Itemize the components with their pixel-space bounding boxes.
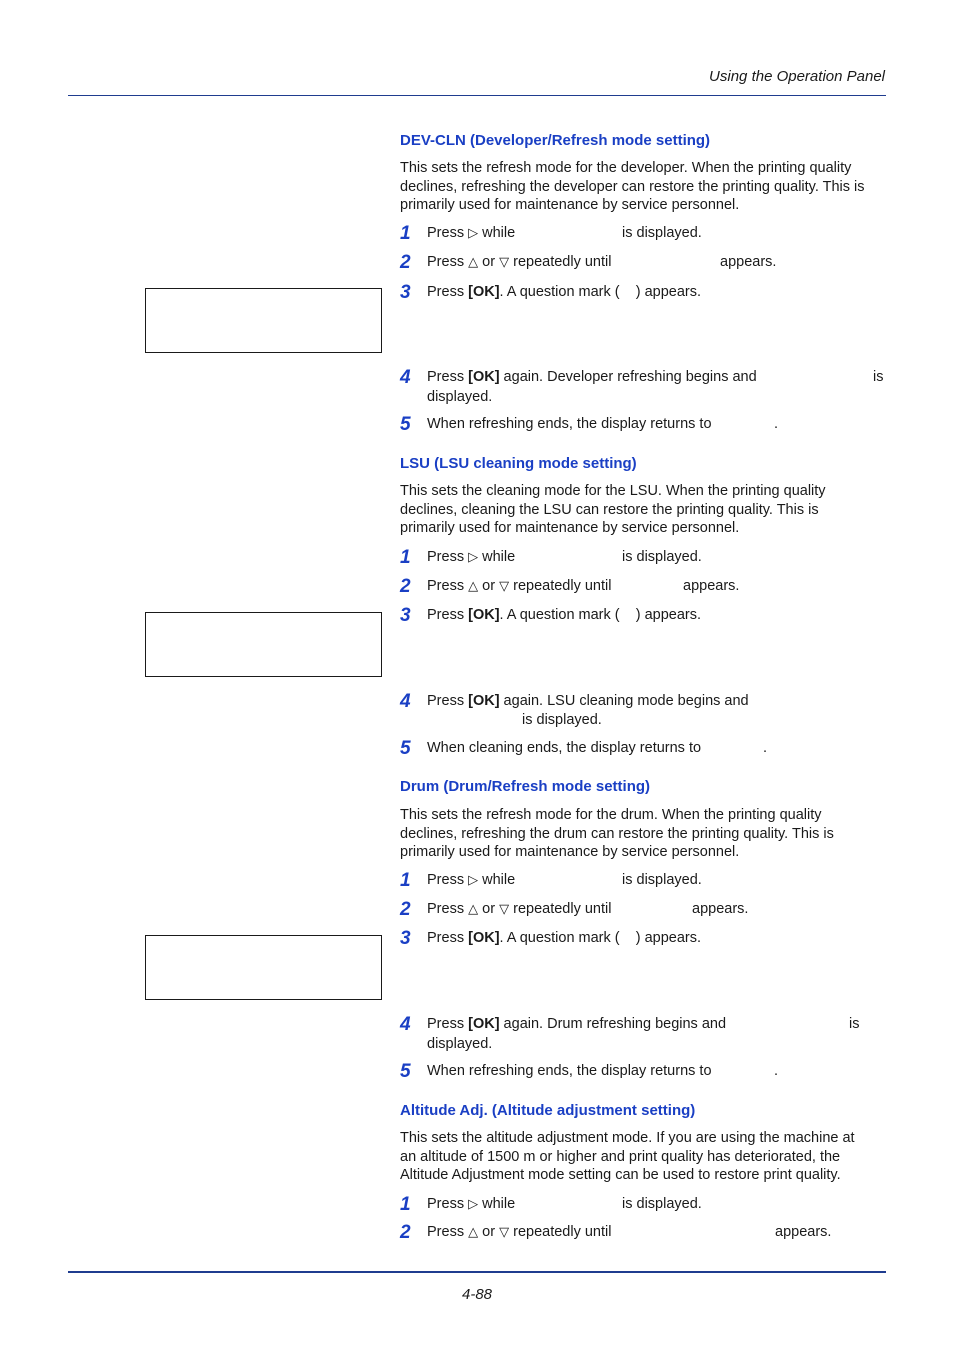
step-number: 5	[400, 738, 411, 759]
section-heading-lsu: LSU (LSU cleaning mode setting)	[400, 455, 637, 472]
down-arrow-icon: ▽	[499, 902, 510, 917]
up-arrow-icon: △	[468, 579, 479, 594]
step-number: 4	[400, 691, 411, 712]
ok-key: [OK]	[468, 693, 500, 709]
step-number: 4	[400, 367, 411, 388]
step-text: .	[774, 1063, 779, 1079]
description-line: primarily used for maintenance by service personnel.	[400, 520, 740, 536]
ok-key: [OK]	[468, 1016, 500, 1032]
section-heading-altitude: Altitude Adj. (Altitude adjustment setting)	[400, 1102, 696, 1119]
step-text: Press ▷ while	[427, 872, 516, 888]
step-number: 3	[400, 928, 411, 949]
step-number: 1	[400, 1194, 411, 1215]
right-arrow-icon: ▷	[468, 550, 479, 565]
step-text: is	[873, 369, 884, 385]
step-text: When refreshing ends, the display returns to	[427, 416, 712, 432]
step-number: 5	[400, 414, 411, 435]
step-text: appears.	[720, 254, 777, 270]
right-arrow-icon: ▷	[468, 1197, 479, 1212]
section-heading-devcln: DEV-CLN (Developer/Refresh mode setting)	[400, 132, 711, 149]
down-arrow-icon: ▽	[499, 579, 510, 594]
description-line: primarily used for maintenance by service personnel.	[400, 197, 740, 213]
step-text: Press △ or ▽ repeatedly until	[427, 1224, 612, 1240]
up-arrow-icon: △	[468, 902, 479, 917]
description-line: This sets the refresh mode for the drum. When the printing quality	[400, 807, 822, 823]
footer-rule	[68, 1271, 886, 1273]
step-number: 3	[400, 282, 411, 303]
step-number: 2	[400, 252, 411, 273]
message-display-panel	[145, 288, 382, 353]
step-text: displayed.	[427, 389, 493, 405]
description-line: This sets the altitude adjustment mode. If you are using the machine at	[400, 1130, 855, 1146]
step-text: Press △ or ▽ repeatedly until	[427, 578, 612, 594]
description-line: declines, refreshing the drum can restore the printing quality. This is	[400, 825, 834, 842]
section-description-lsu	[400, 482, 886, 538]
section-description-drum	[400, 806, 886, 862]
description-line: an altitude of 1500 m or higher and print quality has deteriorated, the	[400, 1148, 841, 1165]
step-text: is	[849, 1016, 860, 1032]
page-number: 4-88	[461, 1286, 493, 1303]
step-text: Press ▷ while	[427, 549, 516, 565]
step-number: 1	[400, 223, 411, 244]
step-number: 4	[400, 1014, 411, 1035]
step-text: Press △ or ▽ repeatedly until	[427, 901, 612, 917]
right-arrow-icon: ▷	[468, 873, 479, 888]
step-text: Press [OK] again. Developer refreshing begins and	[427, 369, 757, 385]
down-arrow-icon: ▽	[499, 255, 510, 270]
step-number: 1	[400, 547, 411, 568]
step-text: Press [OK]. A question mark ( ) appears.	[427, 284, 702, 300]
step-text: Press ▷ while	[427, 225, 516, 241]
up-arrow-icon: △	[468, 1225, 479, 1240]
step-text: Press [OK] again. LSU cleaning mode begins and	[427, 693, 749, 709]
ok-key: [OK]	[468, 369, 500, 385]
step-text: Press ▷ while	[427, 1196, 516, 1212]
ok-key: [OK]	[468, 930, 500, 946]
right-arrow-icon: ▷	[468, 226, 479, 241]
description-line: declines, cleaning the LSU can restore the printing quality. This is	[400, 501, 819, 518]
message-display-panel	[145, 612, 382, 677]
section-description-devcln	[400, 159, 886, 215]
message-display-panel	[145, 935, 382, 1000]
step-number: 5	[400, 1061, 411, 1082]
step-text: Press [OK] again. Drum refreshing begins and	[427, 1016, 727, 1032]
step-text: .	[763, 740, 768, 756]
step-text: appears.	[683, 578, 740, 594]
step-text: is displayed.	[622, 1196, 702, 1212]
description-line: This sets the refresh mode for the developer. When the printing quality	[400, 160, 852, 176]
step-text: is displayed.	[522, 712, 602, 728]
step-number: 1	[400, 870, 411, 891]
step-number: 2	[400, 576, 411, 597]
section-heading-drum: Drum (Drum/Refresh mode setting)	[400, 778, 651, 795]
description-line: declines, refreshing the developer can restore the printing quality. This is	[400, 178, 865, 195]
step-text: is displayed.	[622, 872, 702, 888]
step-text: When cleaning ends, the display returns to	[427, 740, 702, 756]
step-text: Press △ or ▽ repeatedly until	[427, 254, 612, 270]
ok-key: [OK]	[468, 284, 500, 300]
step-text: Press [OK]. A question mark ( ) appears.	[427, 607, 702, 623]
ok-key: [OK]	[468, 607, 500, 623]
step-number: 3	[400, 605, 411, 626]
description-line: primarily used for maintenance by service personnel.	[400, 844, 740, 860]
step-number: 2	[400, 1222, 411, 1243]
header-rule	[68, 95, 886, 96]
section-description-altitude	[400, 1129, 886, 1185]
down-arrow-icon: ▽	[499, 1225, 510, 1240]
step-number: 2	[400, 899, 411, 920]
step-text: is displayed.	[622, 225, 702, 241]
step-text: displayed.	[427, 1036, 493, 1052]
step-text: is displayed.	[622, 549, 702, 565]
description-line: This sets the cleaning mode for the LSU. When the printing quality	[400, 483, 826, 499]
step-text: .	[774, 416, 779, 432]
description-line: Altitude Adjustment mode setting can be used to restore print quality.	[400, 1167, 841, 1183]
step-text: When refreshing ends, the display returns to	[427, 1063, 712, 1079]
step-text: appears.	[692, 901, 749, 917]
up-arrow-icon: △	[468, 255, 479, 270]
step-text: appears.	[775, 1224, 832, 1240]
running-header: Using the Operation Panel	[709, 68, 885, 85]
step-text: Press [OK]. A question mark ( ) appears.	[427, 930, 702, 946]
